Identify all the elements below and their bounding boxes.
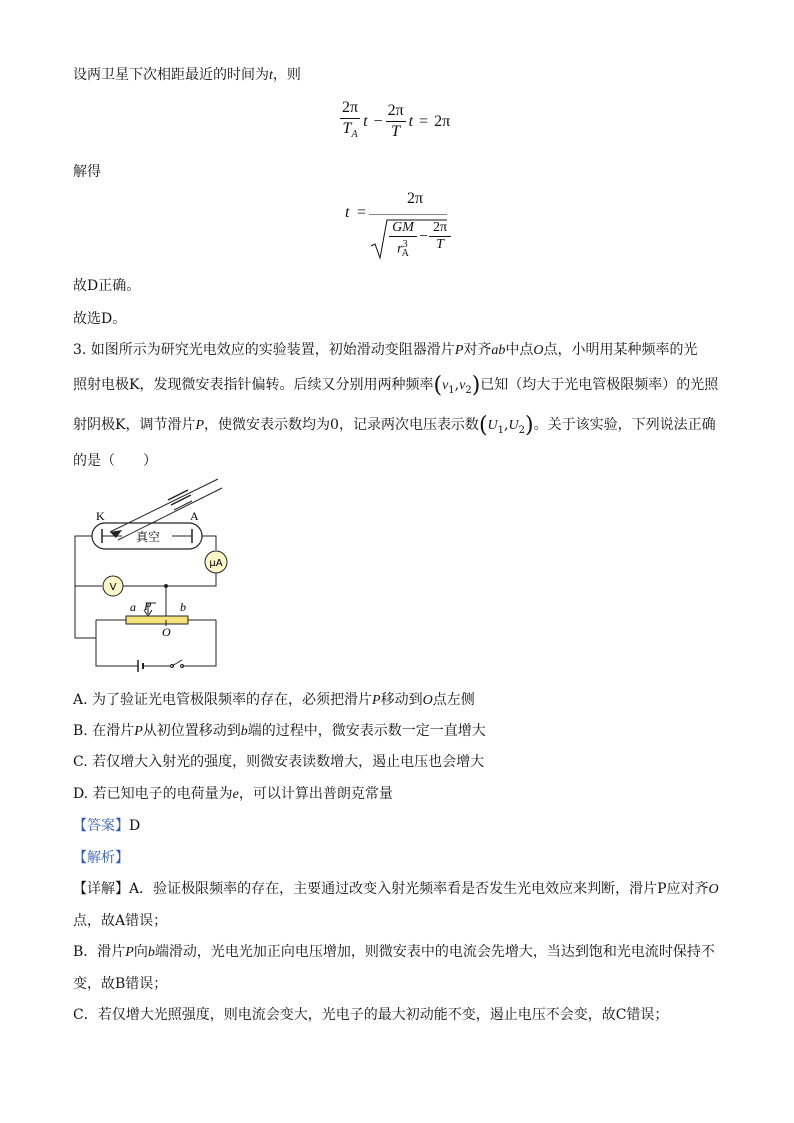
label-voltmeter: V bbox=[109, 582, 117, 593]
eq2-gm-frac: GM $r^3_A$ bbox=[389, 220, 417, 262]
analysis-label: 【解析】 bbox=[73, 850, 129, 866]
question-line-3: 射阴极K，调节滑片P，使微安表示数均为0，记录两次电压表示数$(U_1,U_2)$。关于该实验，下列说法正确 bbox=[73, 413, 716, 438]
light-beam bbox=[110, 479, 222, 540]
intro-text-end: ，则 bbox=[272, 67, 301, 83]
label-o-midpoint: O bbox=[162, 625, 171, 639]
eq1-frac-2: $\frac{2\pi}{T}$ bbox=[387, 102, 404, 141]
label-microammeter: μA bbox=[209, 558, 223, 569]
question-line-4: 的是（ ） bbox=[73, 453, 157, 469]
conclusion-2: 故选D。 bbox=[73, 311, 127, 327]
answer-label: 【答案】 bbox=[73, 818, 129, 834]
equation-2: t = 2π GM $r^3_A$ − 2π T bbox=[345, 190, 455, 265]
intro-line bbox=[73, 65, 301, 86]
photoelectric-circuit-diagram bbox=[70, 478, 230, 674]
detail-line-2: 点，故A错误； bbox=[73, 913, 168, 929]
label-a-end: a bbox=[130, 600, 136, 614]
equation-1: $\frac{2\pi}{T_A}$ t − $\frac{2\pi}{T}$ t = 2π bbox=[340, 98, 453, 145]
detail-line-4: 变，故B错误； bbox=[73, 976, 168, 992]
detail-line-3: B．滑片P向b端滑动，光电光加正向电压增加，则微安表中的电流会先增大，当达到饱和光电流时保持不 bbox=[73, 944, 715, 960]
option-c: C. 若仅增大入射光的强度，则微安表读数增大，遏止电压也会增大 bbox=[73, 754, 485, 770]
option-d: D. 若已知电子的电荷量为e，可以计算出普朗克常量 bbox=[73, 786, 393, 802]
label-a: A bbox=[190, 509, 199, 523]
option-a: A. 为了验证光电管极限频率的存在，必须把滑片P移动到O点左侧 bbox=[73, 692, 475, 708]
conclusion-1: 故D正确。 bbox=[73, 278, 141, 294]
question-line-1: 3. 如图所示为研究光电效应的实验装置，初始滑动变阻器滑片P对齐ab中点O点，小明用某种频率的光 bbox=[73, 342, 698, 358]
var-t: t bbox=[269, 68, 273, 83]
label-k: K bbox=[96, 509, 105, 523]
question-line-2: 照射电极K，发现微安表指针偏转。后续又分别用两种频率$(\nu_1,\nu_2)$已知（均大于光电管极限频率）的光照 bbox=[73, 373, 719, 398]
label-vacuum: 真空 bbox=[136, 530, 161, 544]
answer-line bbox=[73, 816, 140, 836]
label-b-end: b bbox=[180, 600, 186, 614]
rheostat bbox=[126, 616, 188, 624]
detail-line-1: 【详解】A．验证极限频率的存在，主要通过改变入射光频率看是否发生光电效应来判断，滑片P应对齐O bbox=[73, 881, 719, 897]
eq2-inner-frac: 2π T bbox=[429, 220, 451, 253]
eq1-frac-1: $\frac{2\pi}{T_A}$ bbox=[342, 99, 359, 141]
answer-value: D bbox=[129, 818, 141, 834]
label-slider-p: P bbox=[144, 599, 152, 613]
solve-label: 解得 bbox=[73, 164, 101, 180]
intro-text: 设两卫星下次相距最近的时间为 bbox=[73, 67, 269, 83]
option-b: B. 在滑片P从初位置移动到b端的过程中，微安表示数一定一直增大 bbox=[73, 723, 486, 739]
detail-line-5: C．若仅增大光照强度，则电流会变大，光电子的最大初动能不变，遏止电压不会变，故C错误； bbox=[73, 1007, 669, 1023]
